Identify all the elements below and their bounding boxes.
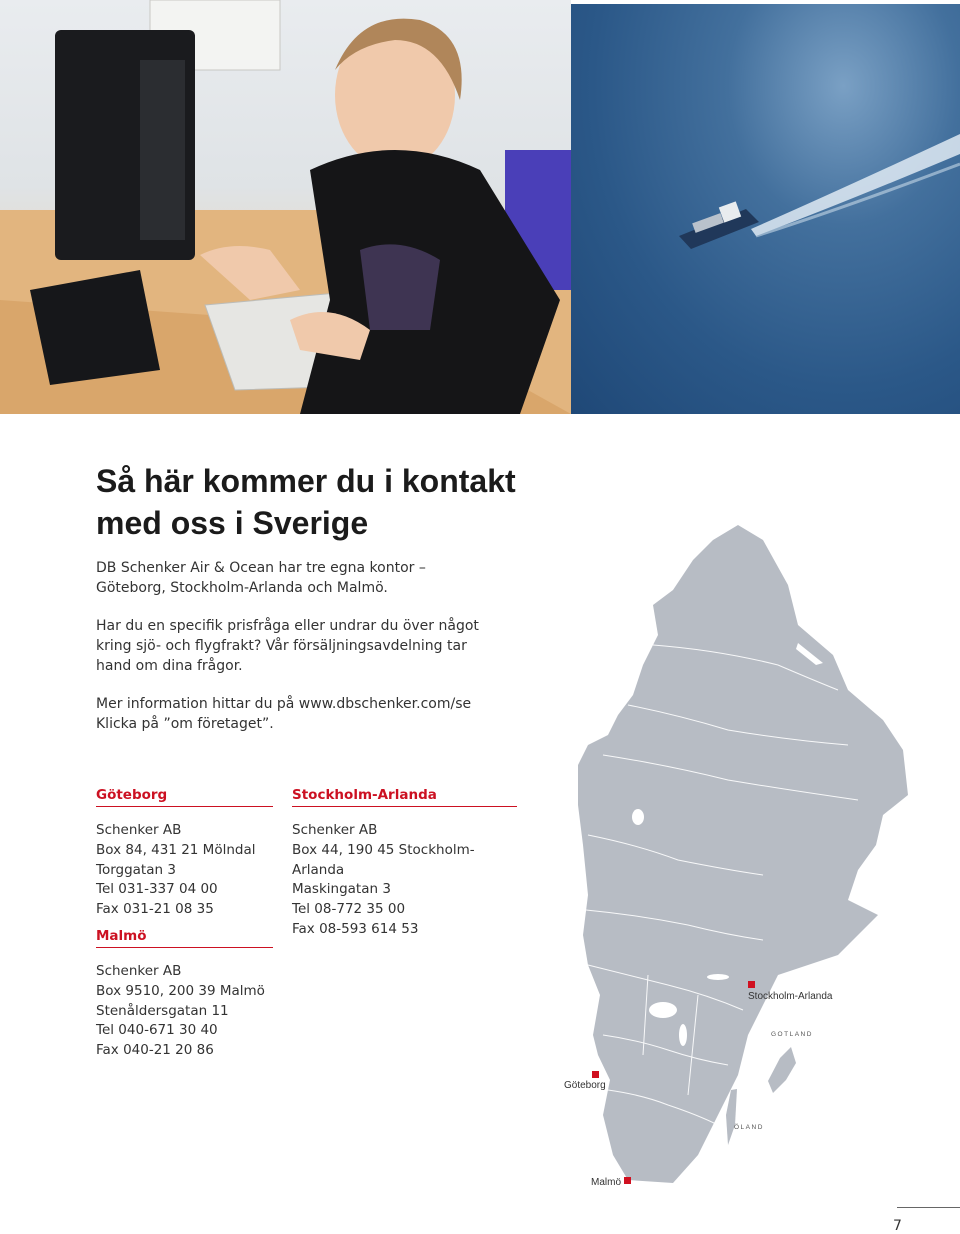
office-company: Schenker AB (96, 822, 182, 838)
office-name: Malmö (96, 928, 273, 948)
goteborg-label: Göteborg (564, 1080, 606, 1091)
intro-paragraph-offices (96, 558, 516, 598)
office-phone: Tel 031-337 04 00 (96, 881, 218, 898)
office-stockholm-arlanda (292, 787, 517, 940)
stockholm-marker (748, 981, 755, 988)
intro-paragraph-more-info (96, 694, 516, 734)
office-phone: Tel 040-671 30 40 (96, 1022, 218, 1039)
office-fax: Fax 031-21 08 35 (96, 901, 214, 918)
office-company: Schenker AB (292, 822, 378, 838)
office-box: Box 9510, 200 39 Malmö (96, 982, 265, 999)
goteborg-marker (592, 1071, 599, 1078)
page-number-rule (897, 1207, 960, 1208)
oland-label: ÖLAND (734, 1124, 764, 1131)
office-street: Stenåldersgatan 11 (96, 1002, 229, 1019)
office-street: Torggatan 3 (96, 861, 176, 878)
gotland-label: GOTLAND (771, 1031, 813, 1038)
sweden-land (578, 525, 908, 1183)
intro-text (96, 558, 516, 752)
intro-line: DB Schenker Air & Ocean har tre egna kontor – (96, 560, 426, 576)
page-title (96, 460, 516, 544)
intro-line: Göteborg, Stockholm-Arlanda och Malmö. (96, 580, 388, 596)
intro-line: hand om dina frågor. (96, 658, 243, 674)
intro-paragraph-questions (96, 616, 516, 676)
office-address (96, 821, 273, 920)
intro-line: Klicka på ”om företaget”. (96, 716, 274, 732)
intro-line: Har du en specifik prisfråga eller undrar du över något (96, 618, 479, 634)
sea-photo-illustration (571, 4, 960, 414)
lake-vattern (679, 1024, 687, 1046)
office-name: Stockholm-Arlanda (292, 787, 517, 807)
office-fax: Fax 040-21 20 86 (96, 1042, 214, 1059)
office-goteborg (96, 787, 273, 920)
gotland-island (768, 1047, 796, 1093)
page-number: 7 (893, 1218, 902, 1234)
intro-line: kring sjö- och flygfrakt? Vår försäljningsavdelning tar (96, 638, 467, 654)
stockholm-label: Stockholm-Arlanda (748, 991, 833, 1002)
office-street: Maskingatan 3 (292, 881, 391, 898)
office-address (292, 821, 517, 940)
office-worker-photo (0, 0, 571, 414)
office-fax: Fax 08-593 614 53 (292, 920, 419, 937)
malmo-marker (624, 1177, 631, 1184)
lake-vanern (649, 1002, 677, 1018)
office-box: Box 84, 431 21 Mölndal (96, 841, 256, 858)
sweden-map (548, 515, 960, 1195)
office-company: Schenker AB (96, 963, 182, 979)
intro-line: Mer information hittar du på www.dbschenker.com/se (96, 696, 472, 712)
lake-storsjon (632, 809, 644, 825)
page-title-line-1: Så här kommer du i kontakt (96, 463, 516, 499)
office-photo-illustration (0, 0, 571, 414)
office-address (96, 962, 273, 1061)
office-box: Box 44, 190 45 Stockholm-Arlanda (292, 841, 475, 878)
office-phone: Tel 08-772 35 00 (292, 901, 406, 918)
office-malmo (96, 928, 273, 1061)
oland-island (726, 1089, 737, 1145)
malmo-label: Malmö (591, 1177, 622, 1188)
cargo-ship-sea-photo (571, 4, 960, 414)
office-name: Göteborg (96, 787, 273, 807)
lake-malaren (707, 974, 729, 980)
page-title-line-2: med oss i Sverige (96, 505, 369, 541)
